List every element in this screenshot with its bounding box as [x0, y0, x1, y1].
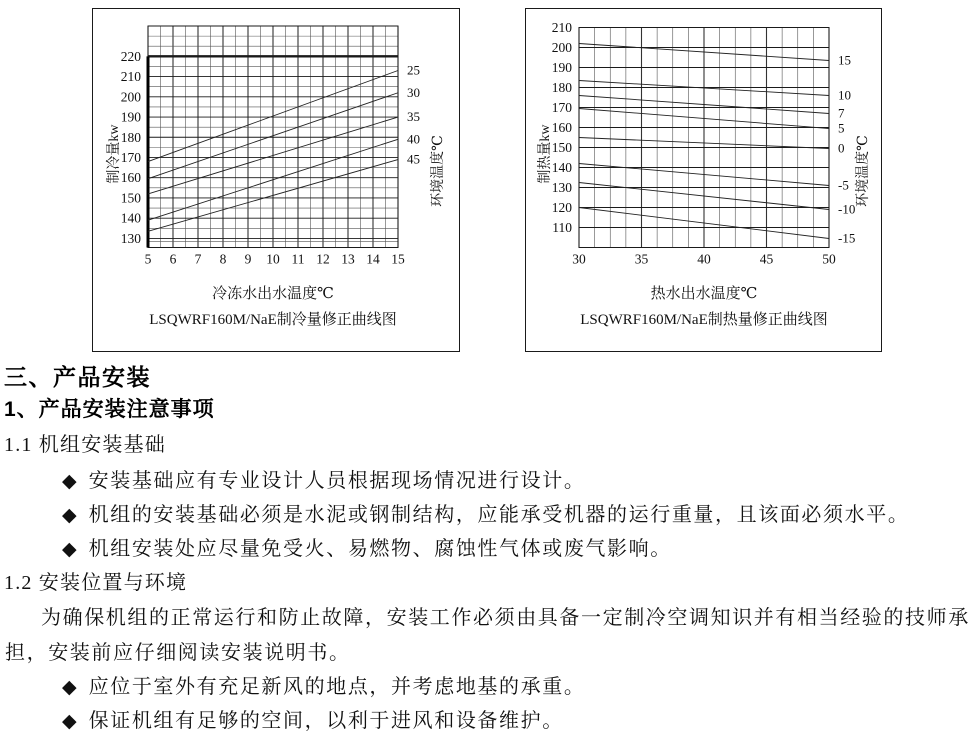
heating-correction-chart — [525, 8, 882, 352]
heating-chart-canvas — [526, 9, 881, 351]
x-tick-label: 8 — [219, 251, 227, 267]
series-label: -5 — [838, 177, 849, 193]
x-tick-label: 12 — [316, 251, 330, 267]
clause-1-2-title: 1.2 安装位置与环境 — [4, 572, 188, 594]
x-tick-label: 45 — [759, 251, 774, 267]
series-label: 45 — [407, 151, 420, 167]
x-tick-label: 40 — [697, 251, 711, 267]
series-label: 10 — [838, 87, 851, 103]
list-item — [62, 532, 672, 561]
secondary-y-axis-label: 环境温度℃ — [856, 135, 871, 207]
list-item — [62, 464, 585, 493]
section-heading: 三、产品安装 — [4, 364, 151, 390]
y-tick-label: 190 — [551, 60, 572, 75]
y-tick-label: 140 — [120, 210, 141, 226]
secondary-y-axis-label: 环境温度℃ — [431, 135, 446, 207]
list-item-text: 机组安装处应尽量免受火、易燃物、腐蚀性气体或废气影响。 — [88, 538, 672, 560]
clause-1-1-title: 1.1 机组安装基础 — [4, 434, 166, 456]
list-item-text: 机组的安装基础必须是水泥或钢制结构，应能承受机器的运行重量，且该面必须水平。 — [88, 504, 910, 526]
chart-caption: LSQWRF160M/NaE制热量修正曲线图 — [580, 312, 828, 328]
y-tick-label: 150 — [120, 190, 141, 206]
series-label: 25 — [407, 62, 420, 78]
x-tick-label: 13 — [341, 251, 355, 267]
cooling-chart-canvas — [93, 9, 459, 351]
x-tick-label: 35 — [634, 251, 649, 267]
paragraph-line: 担，安装前应仔细阅读安装说明书。 — [5, 642, 351, 664]
series-label: -10 — [838, 201, 856, 217]
list-item-text: 保证机组有足够的空间，以利于进风和设备维护。 — [88, 710, 564, 731]
list-item — [62, 670, 585, 699]
y-tick-label: 130 — [120, 230, 141, 246]
y-tick-label: 130 — [551, 180, 572, 195]
y-tick-label: 190 — [120, 109, 141, 125]
chart-caption: LSQWRF160M/NaE制冷量修正曲线图 — [149, 312, 397, 328]
y-tick-label: 170 — [120, 149, 141, 165]
series-label: 30 — [407, 84, 420, 100]
x-axis-label: 冷冻水出水温度℃ — [212, 286, 334, 302]
x-tick-label: 10 — [266, 251, 280, 267]
x-tick-label: 15 — [391, 251, 405, 267]
y-tick-label: 110 — [552, 220, 572, 235]
bullet-diamond-icon: ◆ — [62, 711, 77, 731]
x-tick-label: 5 — [144, 251, 152, 267]
paragraph-line: 为确保机组的正常运行和防止故障，安装工作必须由具备一定制冷空调知识并有相当经验的技师承 — [41, 607, 970, 629]
x-tick-label: 9 — [244, 251, 252, 267]
x-tick-label: 14 — [366, 251, 380, 267]
y-tick-label: 160 — [551, 120, 572, 135]
x-tick-label: 6 — [169, 251, 177, 267]
list-item-text: 应位于室外有充足新风的地点，并考虑地基的承重。 — [88, 676, 586, 698]
series-label: 0 — [838, 140, 845, 156]
x-tick-label: 11 — [291, 251, 305, 267]
y-tick-label: 210 — [120, 69, 141, 85]
y-tick-label: 220 — [120, 48, 141, 64]
y-tick-label: 200 — [551, 40, 572, 55]
series-label: 40 — [407, 131, 420, 147]
subsection-heading: 1、产品安装注意事项 — [4, 398, 215, 421]
y-tick-label: 210 — [551, 20, 572, 35]
list-item — [62, 704, 564, 731]
y-tick-label: 150 — [551, 140, 572, 155]
series-label: 15 — [838, 52, 851, 68]
bullet-diamond-icon: ◆ — [62, 539, 77, 560]
bullet-diamond-icon: ◆ — [62, 505, 77, 526]
y-tick-label: 120 — [551, 200, 572, 215]
bullet-diamond-icon: ◆ — [62, 471, 77, 492]
x-tick-label: 30 — [572, 251, 586, 267]
list-item-text: 安装基础应有专业设计人员根据现场情况进行设计。 — [88, 470, 586, 492]
x-axis-label: 热水出水温度℃ — [650, 286, 758, 302]
cooling-correction-chart — [92, 8, 460, 352]
series-label: 35 — [407, 109, 420, 125]
bullet-diamond-icon: ◆ — [62, 677, 77, 698]
y-tick-label: 200 — [120, 89, 141, 105]
y-tick-label: 140 — [551, 160, 572, 175]
y-tick-label: 180 — [120, 129, 141, 145]
y-tick-label: 170 — [551, 100, 572, 115]
x-tick-label: 7 — [194, 251, 202, 267]
series-label: 5 — [838, 120, 845, 136]
y-tick-label: 160 — [120, 170, 141, 186]
y-axis-label: 制冷量kw — [107, 124, 122, 184]
series-label: 7 — [838, 105, 845, 121]
series-label: -15 — [838, 230, 856, 246]
y-axis-label: 制热量kw — [538, 124, 553, 184]
list-item — [62, 498, 909, 527]
y-tick-label: 180 — [551, 80, 572, 95]
x-tick-label: 50 — [822, 251, 836, 267]
